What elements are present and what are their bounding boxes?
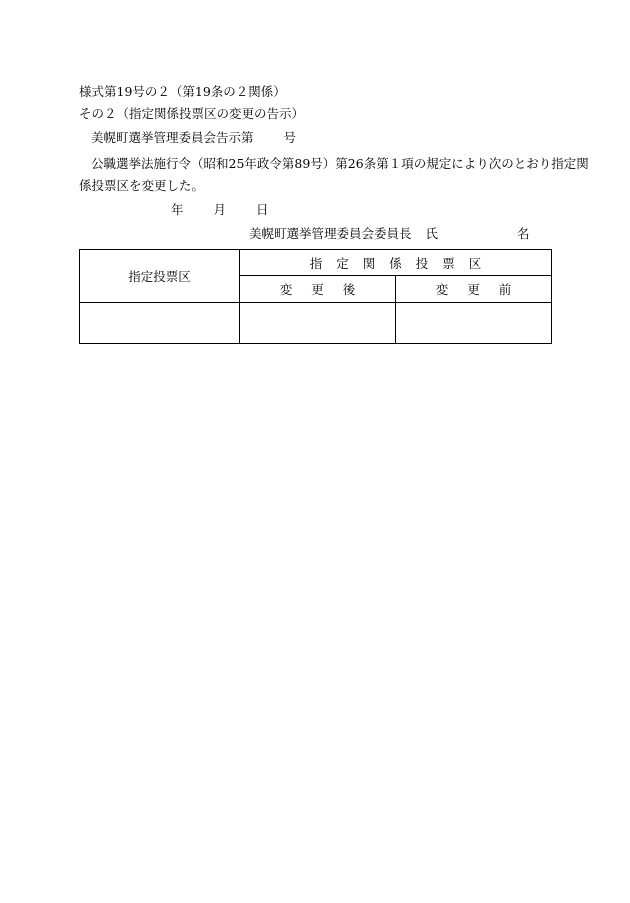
form-subtitle: その２（指定関係投票区の変更の告示）	[79, 106, 305, 121]
notice-header-text: 美幌町選挙管理委員会告示第	[91, 130, 254, 145]
before-change-cell[interactable]	[396, 303, 552, 344]
notice-number-label: 号	[283, 130, 297, 145]
signature-mei: 名	[517, 226, 530, 241]
related-district-header: 指定関係投票区	[240, 250, 552, 276]
after-change-header: 変更後	[240, 276, 396, 303]
after-change-cell[interactable]	[240, 303, 396, 344]
designated-district-cell[interactable]	[80, 303, 240, 344]
designated-district-header: 指定投票区	[80, 250, 240, 303]
polling-district-table	[79, 249, 552, 344]
date-month: 月	[213, 202, 227, 217]
body-line-1: 公職選挙法施行令（昭和25年政令第89号）第26条第１項の規定により次のとおり指定関	[91, 156, 589, 171]
table-row	[80, 303, 552, 344]
form-number: 様式第19号の２（第19条の２関係）	[79, 84, 286, 99]
before-change-header: 変更前	[396, 276, 552, 303]
notice-header	[91, 130, 296, 146]
body-line-2: 係投票区を変更した。	[79, 178, 205, 193]
signature-line	[249, 226, 530, 242]
date-day: 日	[256, 202, 269, 217]
date-line	[171, 202, 269, 218]
signature-shi: 氏	[425, 226, 439, 241]
date-year: 年	[171, 202, 184, 217]
signature-title: 美幌町選挙管理委員会委員長	[249, 226, 412, 241]
